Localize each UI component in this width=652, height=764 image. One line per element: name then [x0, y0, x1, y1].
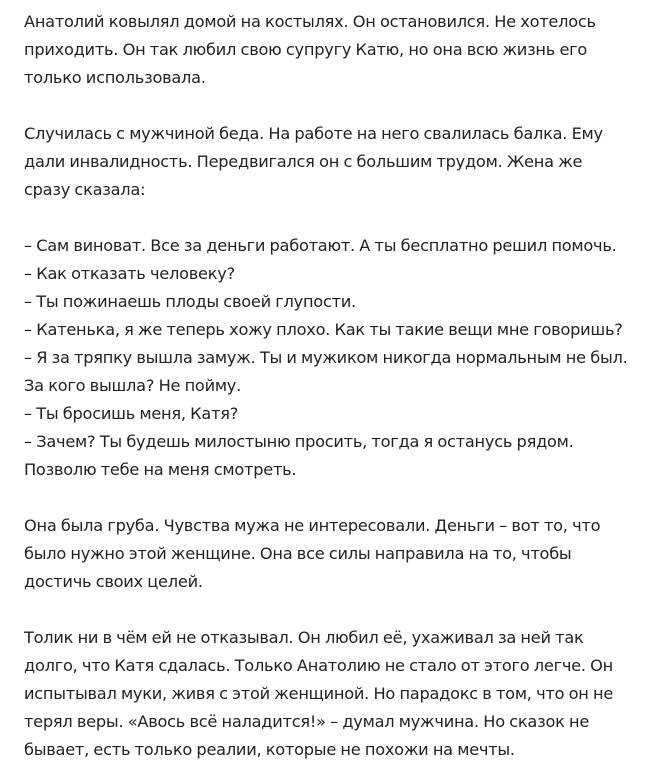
dialogue-line: – Я за тряпку вышла замуж. Ты и мужиком никогда нормальным не был. За кого вышла? Не пойму. [24, 348, 628, 395]
dialogue-block [24, 232, 632, 484]
dialogue-line: – Как отказать человеку? [24, 264, 235, 283]
paragraph-1: Анатолий ковылял домой на костылях. Он остановился. Не хотелось приходить. Он так любил свою супругу Катю, но она всю жизнь его только использовала. [24, 12, 596, 87]
dialogue-line: – Ты пожинаешь плоды своей глупости. [24, 292, 356, 311]
paragraph-2: Случилась с мужчиной беда. На работе на него свалилась балка. Ему дали инвалидность. Передвигался он с большим трудом. Жена же сразу сказала: [24, 124, 603, 199]
paragraph-4: Толик ни в чём ей не отказывал. Он любил её, ухаживал за ней так долго, что Катя сдалась. Только Анатолию не стало от этого легче. Он испытывал муки, живя с этой женщиной. Но парадокс в том, что он не терял веры. «Авось всё наладится!» – думал мужчина. Но сказок не бывает, есть только реалии, которые не похожи на мечты. [24, 628, 614, 759]
dialogue-line: – Ты бросишь меня, Катя? [24, 404, 239, 423]
dialogue-line: – Зачем? Ты будешь милостыню просить, тогда я останусь рядом. Позволю тебе на меня смотреть. [24, 432, 574, 479]
dialogue-line: – Катенька, я же теперь хожу плохо. Как ты такие вещи мне говоришь? [24, 320, 623, 339]
paragraph-3: Она была груба. Чувства мужа не интересовали. Деньги – вот то, что было нужно этой женщине. Она все силы направила на то, чтобы достичь своих целей. [24, 516, 601, 591]
dialogue-line: – Сам виноват. Все за деньги работают. А ты бесплатно решил помочь. [24, 236, 617, 255]
